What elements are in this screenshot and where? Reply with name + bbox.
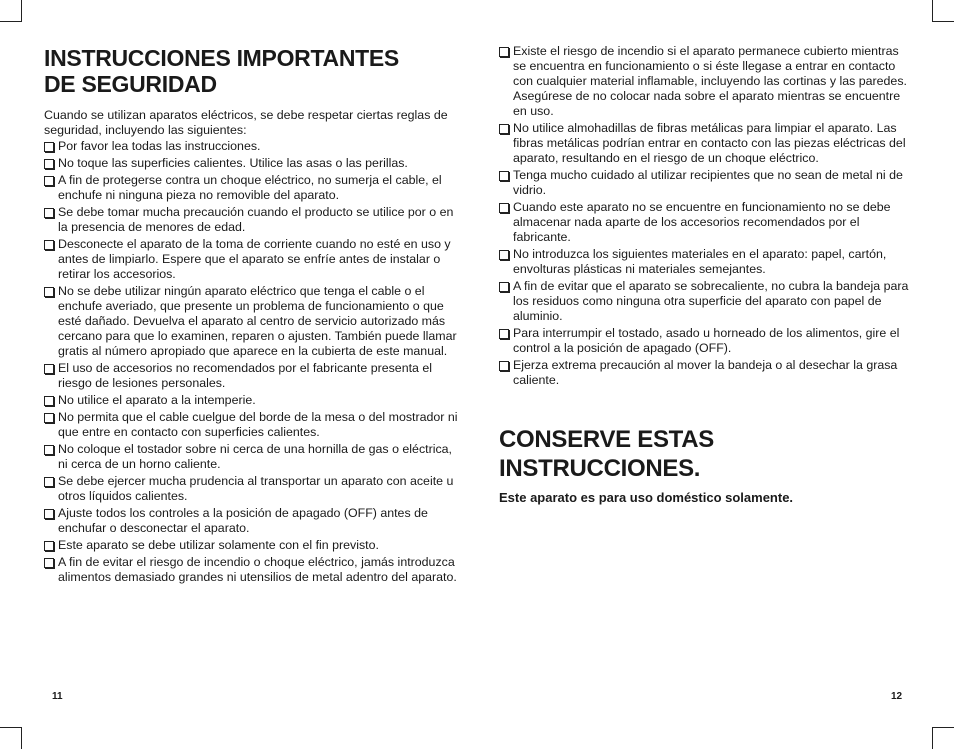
checkbox-bullet-icon (499, 171, 509, 181)
section-title (499, 425, 911, 483)
list-item: No utilice almohadillas de fibras metálicas para limpiar el aparato. Las fibras metálicas podrían entrar en contacto con las piezas eléctricas del aparato, resultando en el riesgo de un choque eléctrico. (499, 121, 911, 166)
list-item: Por favor lea todas las instrucciones. (44, 139, 458, 154)
checkbox-bullet-icon (44, 240, 54, 250)
list-item: Ejerza extrema precaución al mover la bandeja o al desechar la grasa caliente. (499, 358, 911, 388)
list-item: Tenga mucho cuidado al utilizar recipientes que no sean de metal ni de vidrio. (499, 168, 911, 198)
domestic-use-note: Este aparato es para uso doméstico solamente. (499, 490, 794, 505)
list-item: No introduzca los siguientes materiales en el aparato: papel, cartón, envolturas plásticas ni materiales semejantes. (499, 247, 911, 277)
crop-mark (932, 727, 933, 749)
list-item: Desconecte el aparato de la toma de corriente cuando no esté en uso y antes de limpiarlo. Espere que el aparato se enfríe antes de instalar o retirar los accesorios. (44, 237, 458, 282)
page-number: 12 (891, 691, 903, 702)
checkbox-bullet-icon (499, 203, 509, 213)
list-item: No toque las superficies calientes. Utilice las asas o las perillas. (44, 156, 458, 171)
list-item: A fin de evitar que el aparato se sobrecaliente, no cubra la bandeja para los residuos como ninguna otra superficie del aparato con papel de aluminio. (499, 279, 911, 324)
checkbox-bullet-icon (44, 208, 54, 218)
list-item: Para interrumpir el tostado, asado u horneado de los alimentos, gire el control a la posición de apagado (OFF). (499, 326, 911, 356)
title-line: INSTRUCCIONES IMPORTANTES (44, 45, 399, 71)
checkbox-bullet-icon (44, 509, 54, 519)
checkbox-bullet-icon (44, 287, 54, 297)
list-item: Ajuste todos los controles a la posición de apagado (OFF) antes de enchufar o desconectar el aparato. (44, 506, 458, 536)
checkbox-bullet-icon (44, 142, 54, 152)
title-line: INSTRUCCIONES. (499, 455, 701, 482)
checkbox-bullet-icon (499, 282, 509, 292)
checkbox-bullet-icon (44, 541, 54, 551)
title-line: CONSERVE ESTAS (499, 426, 714, 453)
crop-mark (0, 727, 22, 728)
crop-mark (0, 21, 22, 22)
crop-mark (21, 0, 22, 22)
safety-list (44, 139, 458, 587)
checkbox-bullet-icon (44, 176, 54, 186)
checkbox-bullet-icon (44, 364, 54, 374)
list-item: A fin de evitar el riesgo de incendio o choque eléctrico, jamás introduzca alimentos demasiado grandes ni utensilios de metal adentro del aparato. (44, 555, 458, 585)
checkbox-bullet-icon (44, 396, 54, 406)
list-item: Cuando este aparato no se encuentre en funcionamiento no se debe almacenar nada aparte de los accesorios recomendados por el fabricante. (499, 200, 911, 245)
crop-mark (932, 21, 954, 22)
list-item: A fin de protegerse contra un choque eléctrico, no sumerja el cable, el enchufe ni ninguna pieza no removible del aparato. (44, 173, 458, 203)
safety-list (499, 44, 911, 390)
checkbox-bullet-icon (44, 477, 54, 487)
checkbox-bullet-icon (44, 558, 54, 568)
list-item: Se debe ejercer mucha prudencia al transportar un aparato con aceite u otros líquidos calientes. (44, 474, 458, 504)
list-item: Se debe tomar mucha precaución cuando el producto se utilice por o en la presencia de menores de edad. (44, 205, 458, 235)
crop-mark (932, 0, 933, 22)
checkbox-bullet-icon (499, 124, 509, 134)
list-item: Este aparato se debe utilizar solamente con el fin previsto. (44, 538, 458, 553)
list-item: No permita que el cable cuelgue del borde de la mesa o del mostrador ni que entre en contacto con superficies calientes. (44, 410, 458, 440)
checkbox-bullet-icon (44, 445, 54, 455)
list-item: El uso de accesorios no recomendados por el fabricante presenta el riesgo de lesiones personales. (44, 361, 458, 391)
page-number: 11 (52, 691, 63, 702)
crop-mark (932, 727, 954, 728)
list-item: Existe el riesgo de incendio si el aparato permanece cubierto mientras se encuentra en funcionamiento o si éste llegase a entrar en contacto con cualquier material inflamable, incluyendo las cortinas y las paredes. Asegúrese de no colocar nada sobre el aparato mientras se encuentre en uso. (499, 44, 911, 119)
checkbox-bullet-icon (44, 159, 54, 169)
checkbox-bullet-icon (44, 413, 54, 423)
title-line: DE SEGURIDAD (44, 71, 217, 97)
list-item: No se debe utilizar ningún aparato eléctrico que tenga el cable o el enchufe averiado, que presente un problema de funcionamiento o que esté dañado. Devuelva el aparato al centro de servicio autorizado más cercano para que lo examinen, reparen o ajusten. También puede llamar gratis al número apropiado que aparece en la cubierta de este manual. (44, 284, 458, 359)
list-item: No utilice el aparato a la intemperie. (44, 393, 458, 408)
list-item: No coloque el tostador sobre ni cerca de una hornilla de gas o eléctrica, ni cerca de un horno caliente. (44, 442, 458, 472)
checkbox-bullet-icon (499, 250, 509, 260)
intro-paragraph: Cuando se utilizan aparatos eléctricos, se debe respetar ciertas reglas de seguridad, incluyendo las siguientes: (44, 108, 448, 137)
checkbox-bullet-icon (499, 361, 509, 371)
checkbox-bullet-icon (499, 329, 509, 339)
page-title (44, 45, 458, 97)
checkbox-bullet-icon (499, 47, 509, 57)
crop-mark (21, 727, 22, 749)
